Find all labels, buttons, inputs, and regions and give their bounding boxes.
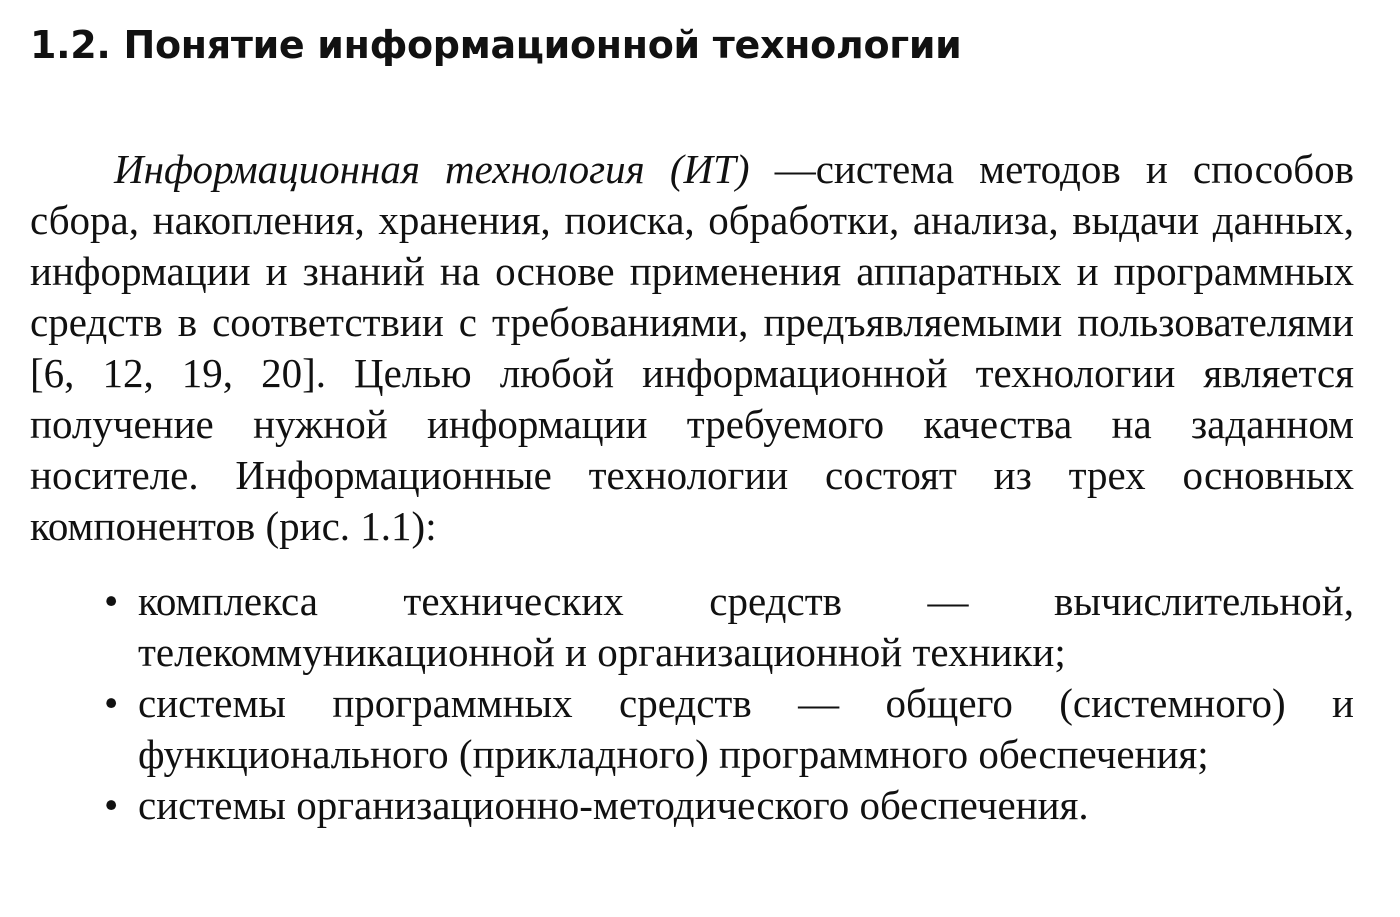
bullet-icon: • (104, 578, 119, 624)
list-item-text: системы организационно-методического обеспечения. (138, 782, 1089, 828)
list-item-text: комплекса технических средств — вычислительной, телекоммуникационной и организационной техники; (138, 578, 1354, 675)
list-item-text: системы программных средств — общего (системного) и функционального (прикладного) программного обеспечения; (138, 680, 1354, 777)
list-item (104, 678, 1354, 780)
components-list (30, 576, 1354, 831)
definition-paragraph (30, 144, 1354, 552)
defined-term: Информационная технология (ИТ) (114, 146, 750, 192)
bullet-icon: • (104, 680, 119, 726)
section-title: 1.2. Понятие информационной технологии (30, 23, 962, 67)
definition-text: —система методов и способов сбора, накопления, хранения, поиска, обработки, анализа, выдачи данных, информации и знаний на основе применения аппаратных и программных средств в соответствии с требованиями, предъявляемыми пользователями [6, 12, 19, 20]. Целью любой информационной технологии является получение нужной информации требуемого качества на заданном носителе. Информационные технологии состоят из трех основных компонентов (рис. 1.1): (30, 146, 1354, 549)
list-item (104, 780, 1354, 831)
bullet-icon: • (104, 782, 119, 828)
list-item (104, 576, 1354, 678)
